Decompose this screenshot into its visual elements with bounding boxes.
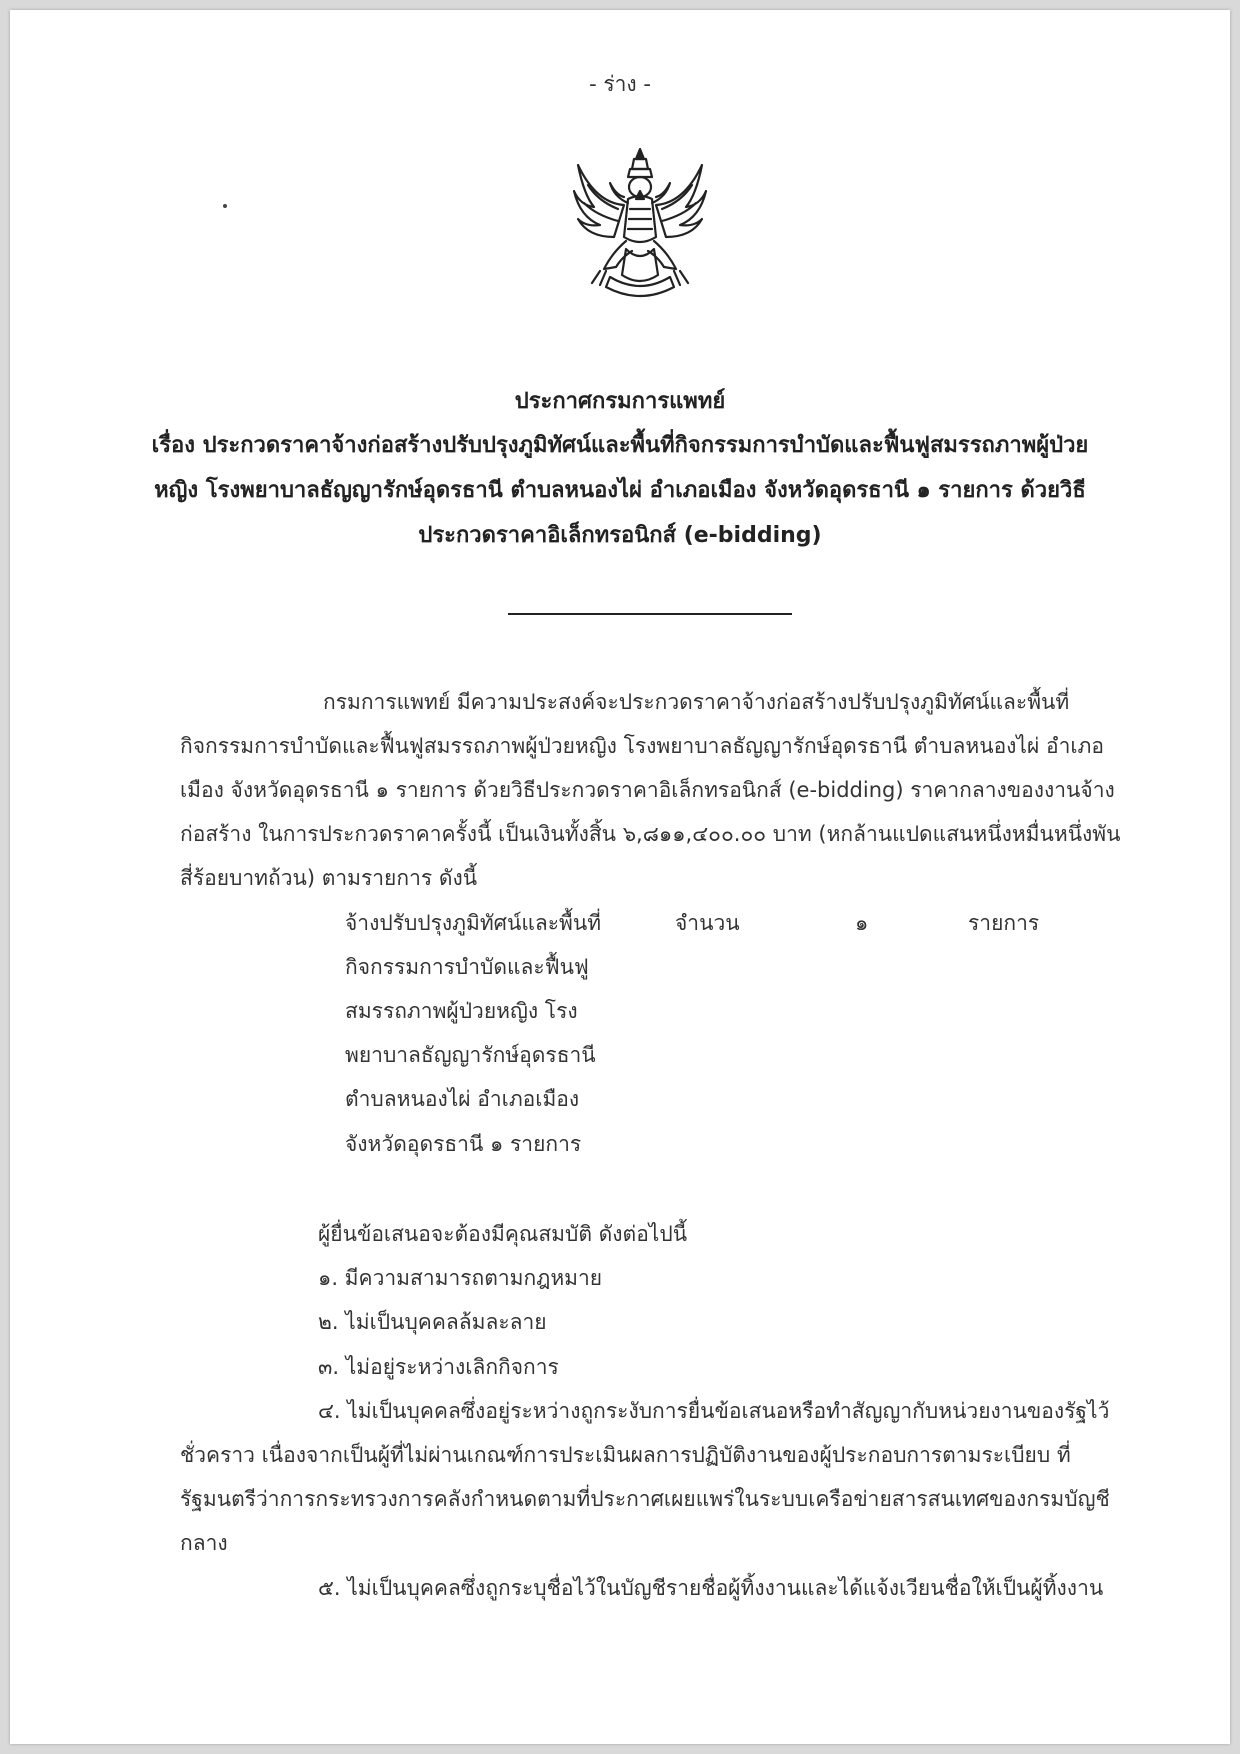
qualification-3: ๓. ไม่อยู่ระหว่างเลิกกิจการ: [318, 1355, 559, 1379]
qualification-4-line-4: กลาง: [180, 1531, 228, 1555]
intro-line-5: สี่ร้อยบาทถ้วน) ตามรายการ ดังนี้: [180, 866, 478, 890]
qualification-5: ๕. ไม่เป็นบุคคลซึ่งถูกระบุชื่อไว้ในบัญชีรายชื่อผู้ทิ้งงานและได้แจ้งเวียนชื่อให้เป็นผู้ทิ้งงาน: [318, 1576, 1104, 1600]
qualification-4-line-3: รัฐมนตรีว่าการกระทรวงการคลังกำหนดตามที่ประกาศเผยแพร่ในระบบเครือข่ายสารสนเทศของกรมบัญชี: [180, 1487, 1110, 1511]
intro-line-3: เมือง จังหวัดอุดรธานี ๑ รายการ ด้วยวิธีประกวดราคาอิเล็กทรอนิกส์ (e-bidding) ราคากลางของงานจ้าง: [180, 778, 1115, 802]
item-description-line-6: จังหวัดอุดรธานี ๑ รายการ: [345, 1132, 582, 1156]
item-unit: รายการ: [968, 911, 1040, 935]
heading-divider: [508, 613, 792, 615]
intro-line-2: กิจกรรมการบำบัดและฟื้นฟูสมรรถภาพผู้ป่วยหญิง โรงพยาบาลธัญญารักษ์อุดรธานี ตำบลหนองไผ่ อำเภอ: [180, 734, 1105, 758]
qualification-1: ๑. มีความสามารถตามกฎหมาย: [318, 1266, 603, 1290]
heading-subject-line-1: เรื่อง ประกวดราคาจ้างก่อสร้างปรับปรุงภูมิทัศน์และพื้นที่กิจกรรมการบำบัดและฟื้นฟูสมรรถภาพผู้ป่วย: [151, 433, 1089, 458]
intro-line-1: กรมการแพทย์ มีความประสงค์จะประกวดราคาจ้างก่อสร้างปรับปรุงภูมิทัศน์และพื้นที่: [323, 690, 1070, 714]
item-description-line-1: จ้างปรับปรุงภูมิทัศน์และพื้นที่: [345, 911, 602, 935]
heading-subject-line-3: ประกวดราคาอิเล็กทรอนิกส์ (e-bidding): [418, 523, 822, 548]
qualifications-intro: ผู้ยื่นข้อเสนอจะต้องมีคุณสมบัติ ดังต่อไปนี้: [318, 1222, 688, 1246]
item-description-line-4: พยาบาลธัญญารักษ์อุดรธานี: [345, 1043, 596, 1067]
item-quantity: ๑: [855, 911, 869, 935]
item-quantity-label: จำนวน: [675, 911, 740, 935]
draft-mark: - ร่าง -: [589, 72, 651, 96]
heading-title: ประกาศกรมการแพทย์: [514, 389, 726, 414]
scan-speck: [223, 204, 227, 208]
heading-subject-line-2: หญิง โรงพยาบาลธัญญารักษ์อุดรธานี ตำบลหนองไผ่ อำเภอเมือง จังหวัดอุดรธานี ๑ รายการ ด้วยวิธี: [154, 478, 1086, 503]
qualification-4-line-1: ๔. ไม่เป็นบุคคลซึ่งอยู่ระหว่างถูกระงับการยื่นข้อเสนอหรือทำสัญญากับหน่วยงานของรัฐไว้: [318, 1399, 1110, 1423]
qualification-2: ๒. ไม่เป็นบุคคลล้มละลาย: [318, 1310, 547, 1334]
item-description-line-5: ตำบลหนองไผ่ อำเภอเมือง: [345, 1087, 580, 1111]
garuda-emblem-icon: [570, 145, 710, 307]
intro-line-4: ก่อสร้าง ในการประกวดราคาครั้งนี้ เป็นเงินทั้งสิ้น ๖,๘๑๑,๔๐๐.๐๐ บาท (หกล้านแปดแสนหนึ่งหมื่นหนึ่งพัน: [180, 822, 1121, 846]
item-description-line-3: สมรรถภาพผู้ป่วยหญิง โรง: [345, 999, 578, 1023]
qualification-4-line-2: ชั่วคราว เนื่องจากเป็นผู้ที่ไม่ผ่านเกณฑ์การประเมินผลการปฏิบัติงานของผู้ประกอบการตามระเบียบ ที่: [180, 1443, 1071, 1467]
item-description-line-2: กิจกรรมการบำบัดและฟื้นฟู: [345, 955, 589, 979]
